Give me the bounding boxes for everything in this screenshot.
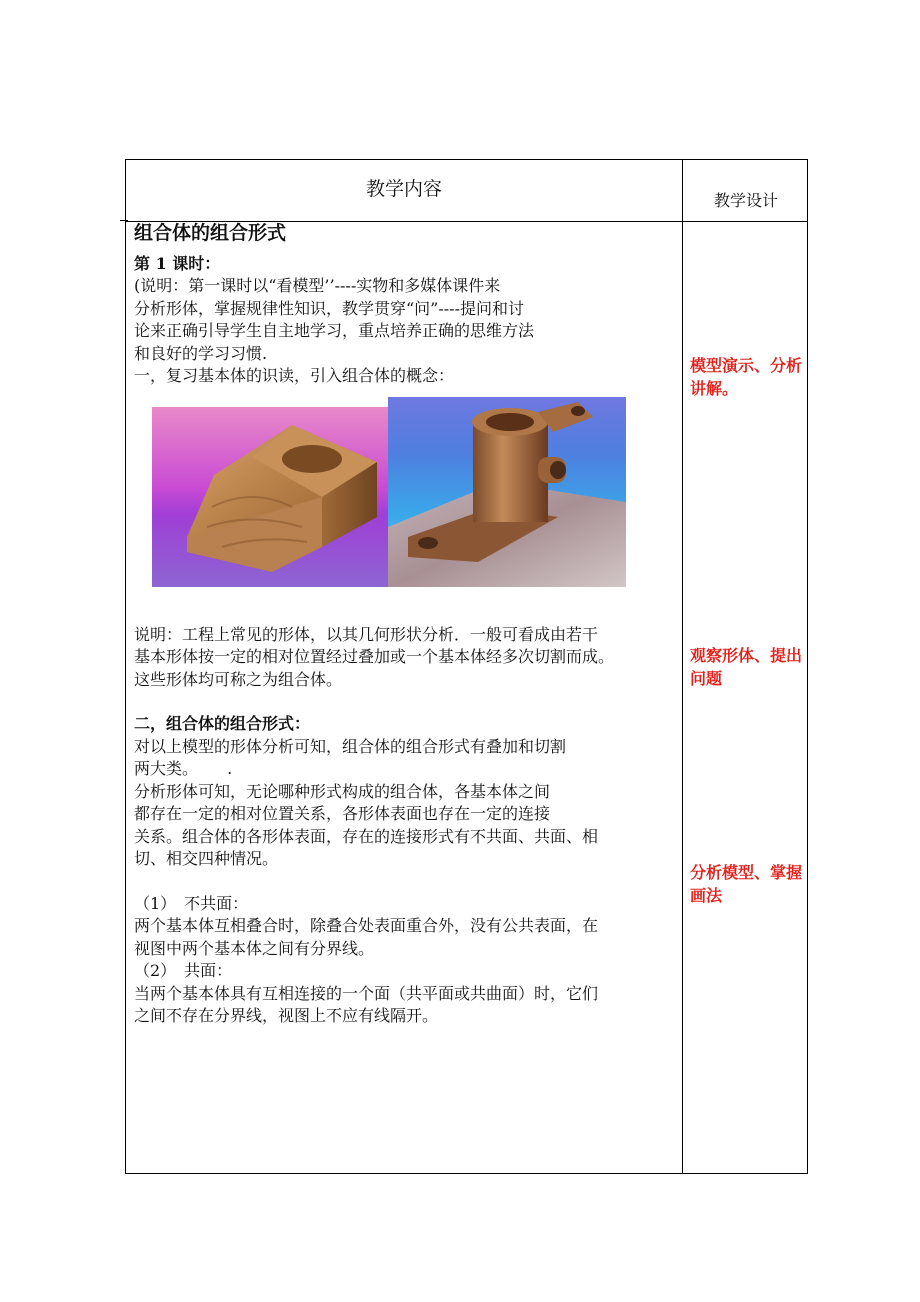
side-note-model-demo: 模型演示、分析讲解。 — [690, 356, 803, 398]
section-2-heading: 二，组合体的组合形式： — [134, 714, 311, 733]
section-2-line: 都存在一定的相对位置关系，各形体表面也存在一定的连接 — [134, 804, 551, 823]
intro-line: 和良好的学习习惯. — [134, 343, 268, 363]
section-2-line: 关系。组合体的各形体表面，存在的连接形式有不共面、共面、相 — [134, 826, 599, 846]
header-teaching-design: 教学设计 — [713, 191, 778, 210]
section-2-line: 两大类。 . — [134, 759, 233, 778]
column-divider — [682, 160, 683, 1173]
section-2-line: 分析形体可知，无论哪种形式构成的组合体，各基本体之间 — [134, 781, 551, 801]
intro-line: 分析形体，掌握规律性知识，教学贯穿“问”----提问和讨 — [134, 298, 524, 318]
explain-line: 基本形体按一定的相对位置经过叠加或一个基本体经多次切割而成。 — [134, 647, 615, 666]
lesson-label: 第 1 课时： — [134, 253, 221, 273]
explain-line: 说明：工程上常见的形体，以其几何形状分析．一般可看成由若干 — [134, 624, 599, 644]
wooden-block-model-image — [152, 407, 388, 587]
item-2-line: 之间不存在分界线，视图上不应有线隔开。 — [134, 1006, 439, 1025]
content-column — [134, 220, 679, 1028]
model-images — [134, 394, 679, 598]
section-2-line: 对以上模型的形体分析可知，组合体的组合形式有叠加和切割 — [134, 736, 567, 756]
section-1-heading: 一，复习基本体的识读，引入组合体的概念： — [134, 366, 455, 385]
row-tick — [120, 220, 128, 221]
section-title: 组合体的组合形式 — [134, 222, 287, 244]
bronze-bracket-model-image — [388, 397, 626, 587]
section-2-line: 切、相交四种情况。 — [134, 849, 279, 868]
header-teaching-content: 教学内容 — [365, 178, 442, 200]
item-1-heading: （1） 不共面： — [134, 893, 249, 913]
side-note-analyze: 分析模型、掌握画法 — [690, 863, 803, 905]
item-1-line: 两个基本体互相叠合时，除叠合处表面重合外，没有公共表面，在 — [134, 916, 599, 935]
explain-line: 这些形体均可称之为组合体。 — [134, 669, 343, 689]
item-2-heading: （2） 共面： — [134, 961, 233, 980]
item-2-line: 当两个基本体具有互相连接的一个面（共平面或共曲面）时，它们 — [134, 983, 599, 1003]
intro-line: (说明：第一课时以“看模型’’----实物和多媒体课件来 — [134, 276, 501, 295]
side-note-observe: 观察形体、提出问题 — [690, 646, 803, 688]
item-1-line: 视图中两个基本体之间有分界线。 — [134, 938, 375, 958]
intro-line: 论来正确引导学生自主地学习，重点培养正确的思维方法 — [134, 321, 535, 340]
